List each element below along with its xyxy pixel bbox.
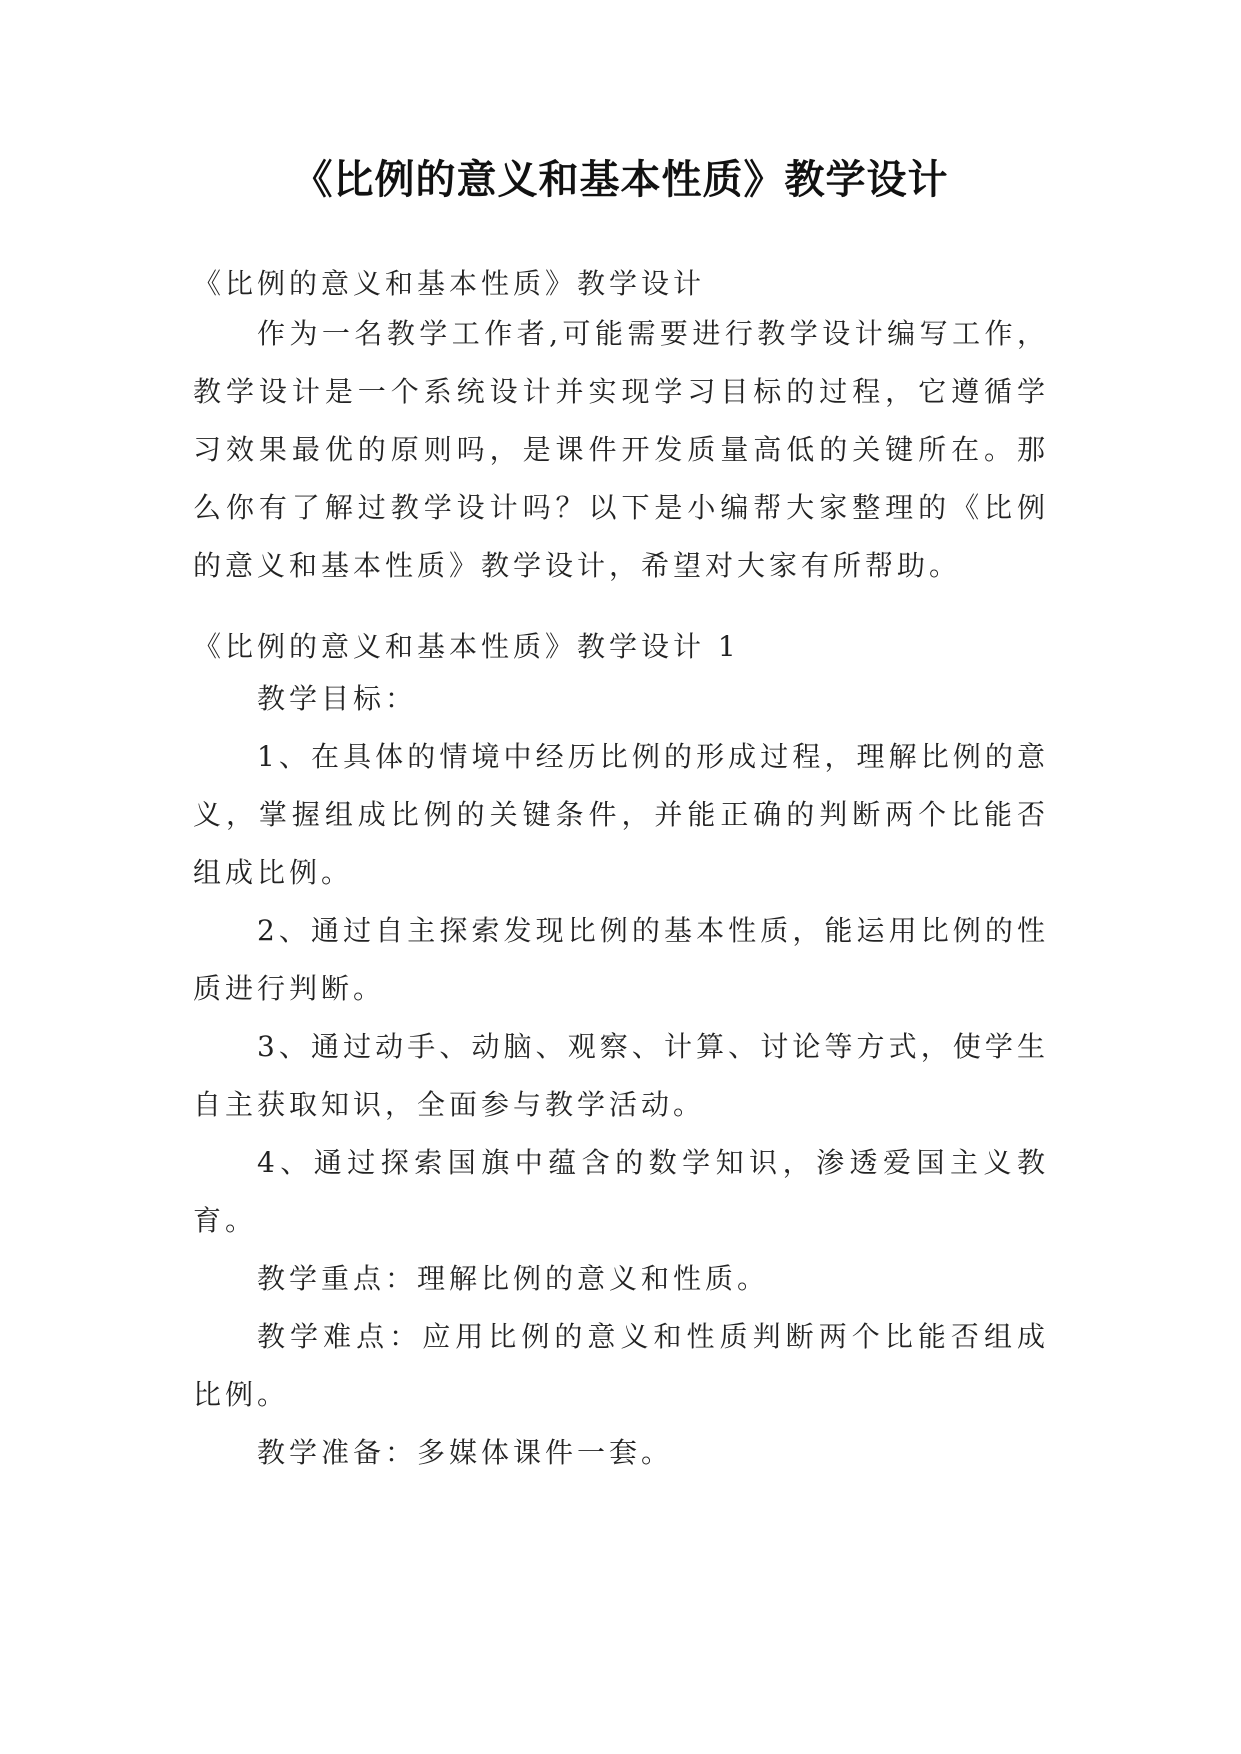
goals-heading: 教学目标： <box>257 682 418 715</box>
difficulty: 教学难点：应用比例的意义和性质判断两个比能否组成比例。 <box>193 1320 1049 1411</box>
goal-item-2: 2、通过自主探索发现比例的基本性质，能运用比例的性质进行判断。 <box>193 914 1049 1005</box>
intro-paragraph: 作为一名教学工作者,可能需要进行教学设计编写工作，教学设计是一个系统设计并实现学习目标的过程，它遵循学习效果最优的原则吗，是课件开发质量高低的关键所在。那么你有了解过教学设计吗？以下是小编帮大家整理的《比例的意义和基本性质》教学设计，希望对大家有所帮助。 <box>193 317 1049 582</box>
key-point: 教学重点：理解比例的意义和性质。 <box>257 1262 770 1295</box>
goal-item-4: 4、通过探索国旗中蕴含的数学知识，渗透爱国主义教育。 <box>193 1146 1049 1237</box>
goal-item-3: 3、通过动手、动脑、观察、计算、讨论等方式，使学生自主获取知识，全面参与教学活动。 <box>193 1030 1049 1121</box>
subtitle: 《比例的意义和基本性质》教学设计 <box>193 267 706 300</box>
goal-item-1: 1、在具体的情境中经历比例的形成过程，理解比例的意义，掌握组成比例的关键条件，并能正确的判断两个比能否组成比例。 <box>193 740 1049 889</box>
document-title: 《比例的意义和基本性质》教学设计 <box>292 157 949 203</box>
preparation: 教学准备：多媒体课件一套。 <box>257 1436 674 1469</box>
section-title: 《比例的意义和基本性质》教学设计 1 <box>193 630 740 663</box>
